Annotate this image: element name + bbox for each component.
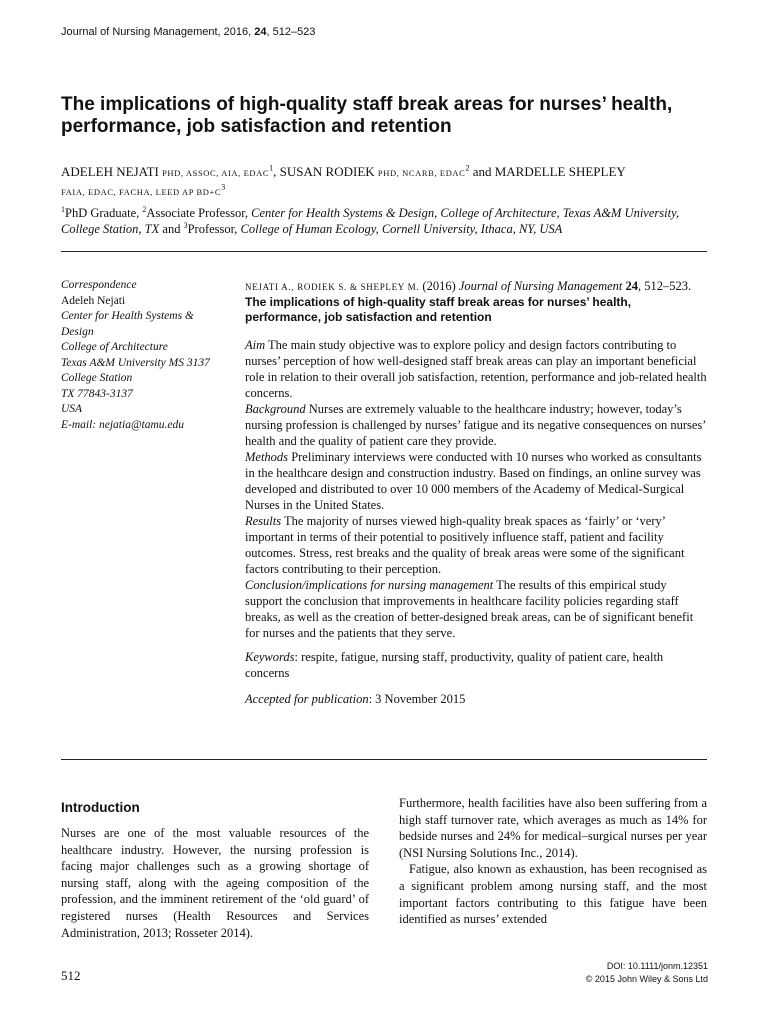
header-divider xyxy=(61,251,707,252)
correspondence-line: TX 77843-3137 xyxy=(61,387,133,400)
section-heading: Introduction xyxy=(61,800,140,815)
correspondence-line: College Station xyxy=(61,372,133,384)
abstract-background xyxy=(245,401,707,449)
abstract-citation xyxy=(245,278,707,295)
author-affiliation-mark: 2 xyxy=(465,163,470,173)
citation-pages: , 512–523. xyxy=(638,279,692,293)
author-credentials: PHD, ASSOC, AIA, EDAC xyxy=(162,168,270,178)
page-number: 512 xyxy=(61,968,81,983)
body-paragraph: Nurses are one of the most valuable resources of the healthcare industry. However, the nursing profession is facing major challenges such as a growing shortage of nursing staff, along with the ageing composition of the profession, and the imminent retirement of the ‘old guard’ of registered nurses (Health Resources and Services Administration, 2013; Rosseter 2014). xyxy=(61,826,369,940)
affiliation-and: and xyxy=(159,222,184,236)
accepted-date xyxy=(245,691,707,707)
affiliation-mark: 2 xyxy=(142,204,147,214)
affiliations xyxy=(61,205,721,237)
affiliation-role: PhD Graduate, xyxy=(65,206,143,220)
abstract-text: The majority of nurses viewed high-quality break spaces as ‘fairly’ or ‘very’ important in terms of their potential to positively influence staff, patient and facility outcomes. Stress, rest breaks and the quality of break areas were some of the significant factors contributing to their perception. xyxy=(245,514,685,576)
affiliation-mark: 1 xyxy=(61,204,65,214)
author-name: ADELEH NEJATI xyxy=(61,164,159,179)
author-separator: , xyxy=(273,164,280,179)
correspondence-line: Design xyxy=(61,325,94,338)
abstract-text: The main study objective was to explore policy and design factors contributing to nurses’ perception of how well-designed staff break areas can play an important beneficial role in relation to their overall job satisfaction, retention, performance and job-related health concerns. xyxy=(245,338,707,400)
copyright-text: © 2015 John Wiley & Sons Ltd xyxy=(585,974,708,984)
abstract-label: Aim xyxy=(245,338,266,352)
abstract-title: The implications of high-quality staff break areas for nurses’ health, performance, job satisfaction and retention xyxy=(245,295,632,324)
citation-volume: 24 xyxy=(622,279,639,293)
journal-pages: , 512–523 xyxy=(266,26,316,38)
journal-volume: 24 xyxy=(254,26,267,38)
doi-text: DOI: 10.1111/jonm.12351 xyxy=(606,961,708,971)
abstract-text: The results of this empirical study support the conclusion that improvements in healthcare facility policies regarding staff breaks, as well as the creation of better-designed break areas, can be of significant benefit for nurses and the patients that they serve. xyxy=(245,578,694,640)
correspondence-block xyxy=(61,278,231,433)
author-affiliation-mark: 1 xyxy=(269,163,274,173)
accepted-label: Accepted for publication xyxy=(245,692,369,706)
author-credentials: PHD, NCARB, EDAC xyxy=(377,168,466,178)
correspondence-email: E-mail: nejatia@tamu.edu xyxy=(61,418,185,431)
author-name: MARDELLE SHEPLEY xyxy=(494,164,626,179)
citation-journal: Journal of Nursing Management xyxy=(458,279,623,293)
author-affiliation-mark: 3 xyxy=(221,182,226,192)
abstract-text: Preliminary interviews were conducted with 10 nurses who worked as consultants in the healthcare design and construction industry. Based on findings, an online survey was developed and distributed to over 10 000 members of the Academy of Medical-Surgical Nurses in the United States. xyxy=(245,450,702,512)
journal-header xyxy=(61,26,315,38)
abstract-divider xyxy=(61,759,707,760)
abstract-conclusion xyxy=(245,577,707,641)
body-column-left xyxy=(61,800,369,941)
abstract-label: Background xyxy=(245,402,306,416)
keywords xyxy=(245,649,707,681)
abstract-label: Methods xyxy=(245,450,289,464)
affiliation-institution: Center for Health Systems & Design, College of Architecture, Texas A&M University, College Station, TX xyxy=(61,206,680,236)
abstract-label: Results xyxy=(245,514,282,528)
author-credentials: FAIA, EDAC, FACHA, LEED AP BD+C xyxy=(61,187,222,197)
correspondence-heading: Correspondence xyxy=(61,279,137,291)
citation-authors: NEJATI A., RODIEK S. & SHEPLEY M. xyxy=(245,282,420,292)
body-paragraph: Furthermore, health facilities have also been suffering from a high staff turnover rate, which averages as much as 14% for bedside nurses and 24% for medical–surgical nurses per year (NSI Nursing Solutions Inc., 2014). xyxy=(399,796,707,860)
accepted-text: : 3 November 2015 xyxy=(368,692,466,706)
correspondence-line: USA xyxy=(61,403,83,415)
abstract-methods xyxy=(245,449,707,513)
affiliation-institution: College of Human Ecology, Cornell University, Ithaca, NY, USA xyxy=(240,222,563,236)
abstract-block xyxy=(245,278,707,707)
affiliation-mark: 3 xyxy=(183,220,188,230)
correspondence-line: Center for Health Systems & xyxy=(61,310,194,322)
article-title: The implications of high-quality staff break areas for nurses’ health, performance, job satisfaction and retention xyxy=(61,94,673,137)
author-name: SUSAN RODIEK xyxy=(279,164,375,179)
abstract-aim xyxy=(245,337,707,401)
body-paragraph: Fatigue, also known as exhaustion, has been recognised as a significant problem among nursing staff, and the most important factors contributing to this fatigue have been identified as nurses’ extended xyxy=(399,862,707,927)
affiliation-role: Professor, xyxy=(187,222,241,236)
keywords-text: : respite, fatigue, nursing staff, productivity, quality of patient care, health concerns xyxy=(245,650,664,680)
correspondence-line: Texas A&M University MS 3137 xyxy=(61,356,210,369)
correspondence-line: College of Architecture xyxy=(61,341,168,353)
journal-name: Journal of Nursing Management, 2016, xyxy=(61,26,255,38)
abstract-results xyxy=(245,513,707,577)
affiliation-role: Associate Professor, xyxy=(146,206,252,220)
footer-info xyxy=(586,960,708,986)
citation-year: (2016) xyxy=(419,279,459,293)
keywords-label: Keywords xyxy=(245,650,295,664)
author-separator: and xyxy=(469,164,495,179)
body-column-right xyxy=(399,795,707,928)
correspondence-name: Adeleh Nejati xyxy=(61,294,126,307)
author-list xyxy=(61,163,721,201)
abstract-text: Nurses are extremely valuable to the healthcare industry; however, today’s nursing profession is challenged by nurses’ fatigue and its negative consequences on nurses’ health and the quality of patient care they provide. xyxy=(245,402,706,448)
abstract-label: Conclusion/implications for nursing management xyxy=(245,578,494,592)
